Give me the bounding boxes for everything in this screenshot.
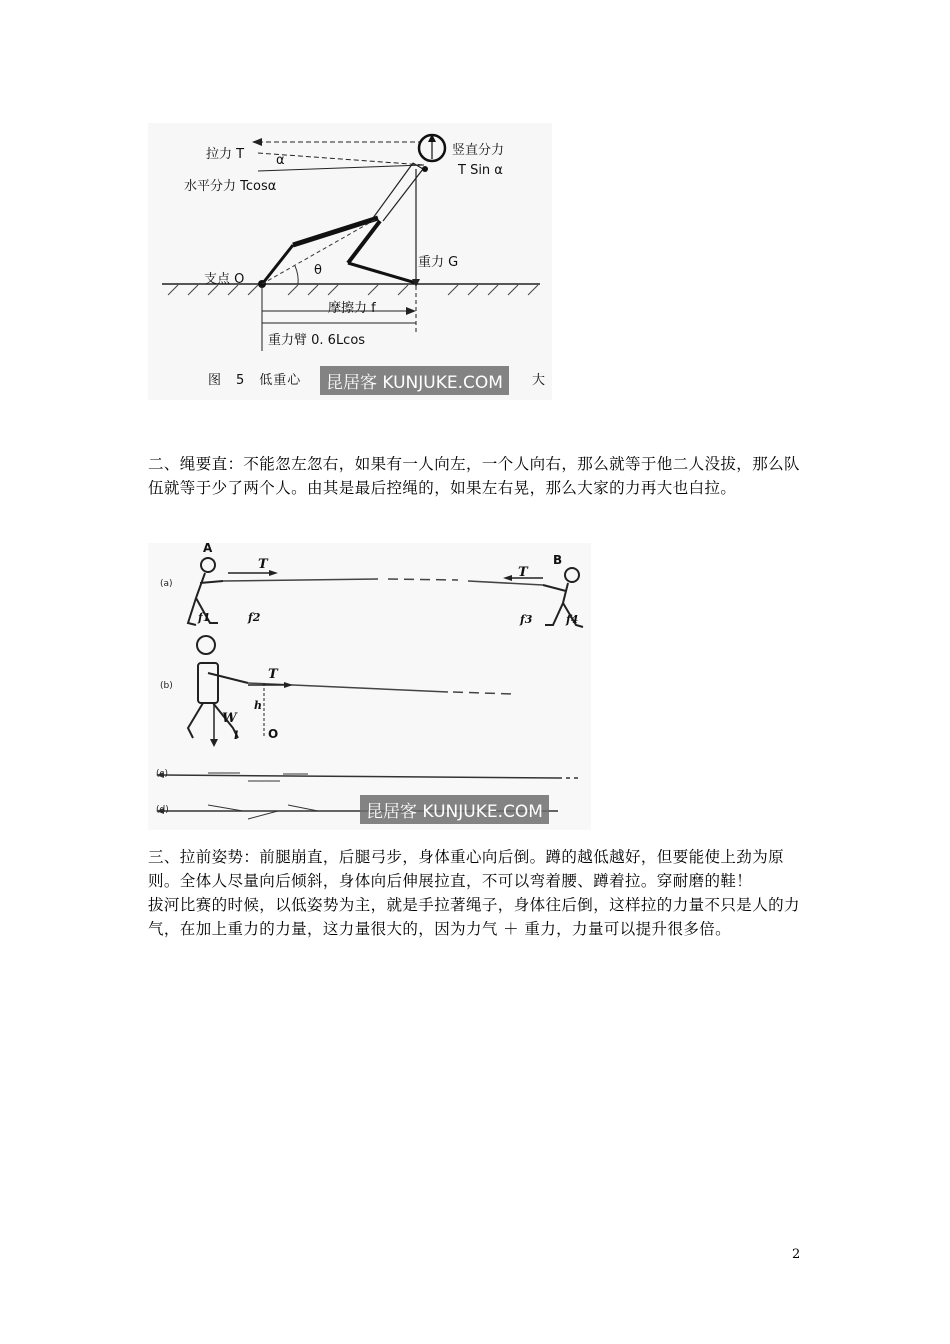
- label-h: h: [254, 699, 262, 712]
- label-part-a: (a): [160, 579, 173, 589]
- label-pull: 拉力 T: [206, 147, 245, 162]
- label-arm: 重力臂 0. 6Lcos: [268, 333, 366, 348]
- paragraph-text: 二、绳要直：不能忽左忽右，如果有一人向左，一个人向右，那么就等于他二人没拔，那么队伍就等于少了两个人。由其是最后控绳的，如果左右晃，那么大家的力再大也白拉。: [148, 455, 800, 497]
- label-a-person: A: [203, 543, 213, 555]
- label-vertical-title: 竖直分力: [452, 143, 505, 158]
- figure-tug-of-war: [148, 543, 591, 830]
- label-o: O: [268, 727, 279, 741]
- label-f2: f2: [248, 611, 261, 624]
- label-friction: 摩擦力 f: [328, 301, 376, 316]
- label-f3: f3: [520, 613, 533, 626]
- label-f1: f1: [198, 611, 211, 624]
- label-part-c: (c): [156, 769, 168, 779]
- figure-force-diagram: [148, 123, 552, 400]
- label-theta: θ: [314, 263, 322, 278]
- label-t-b: T: [518, 565, 528, 580]
- watermark: 昆居客 KUNJUKE.COM: [320, 366, 509, 395]
- label-f4: f4: [566, 613, 579, 626]
- paragraph-text: 三、拉前姿势：前腿崩直，后腿弓步，身体重心向后倒。蹲的越低越好，但要能使上劲为原则。全体人尽量向后倾斜，身体向后伸展拉直，不可以弯着腰、蹲着拉。穿耐磨的鞋！: [148, 848, 785, 890]
- label-b-person: B: [553, 553, 563, 567]
- watermark: 昆居客 KUNJUKE.COM: [360, 795, 549, 824]
- paragraph-rope-straight: [148, 452, 808, 500]
- label-w: W: [222, 711, 237, 726]
- label-alpha: α: [276, 153, 285, 168]
- page-number: 2: [792, 1247, 801, 1262]
- paragraph-pulling-posture: [148, 845, 808, 941]
- label-vertical-value: T Sin α: [458, 163, 503, 178]
- label-part-d: (d): [156, 805, 169, 815]
- label-part-b: (b): [160, 681, 173, 691]
- label-l: l: [234, 729, 239, 742]
- figure1-caption: 图 5 低重心: [208, 373, 302, 388]
- label-fulcrum: 支点 O: [204, 272, 245, 287]
- label-gravity: 重力 G: [418, 255, 459, 270]
- label-t-diagram-b: T: [268, 667, 278, 682]
- figure1-caption-tail: 大: [532, 373, 547, 388]
- tug-of-war-drawing: [148, 543, 591, 830]
- label-horizontal: 水平分力 Tcosα: [184, 179, 277, 194]
- label-t-a: T: [258, 557, 268, 572]
- paragraph-text: 拔河比赛的时候，以低姿势为主，就是手拉著绳子，身体往后倒，这样拉的力量不只是人的力气，在加上重力的力量，这力量很大的，因为力气 ＋ 重力，力量可以提升很多倍。: [148, 896, 800, 938]
